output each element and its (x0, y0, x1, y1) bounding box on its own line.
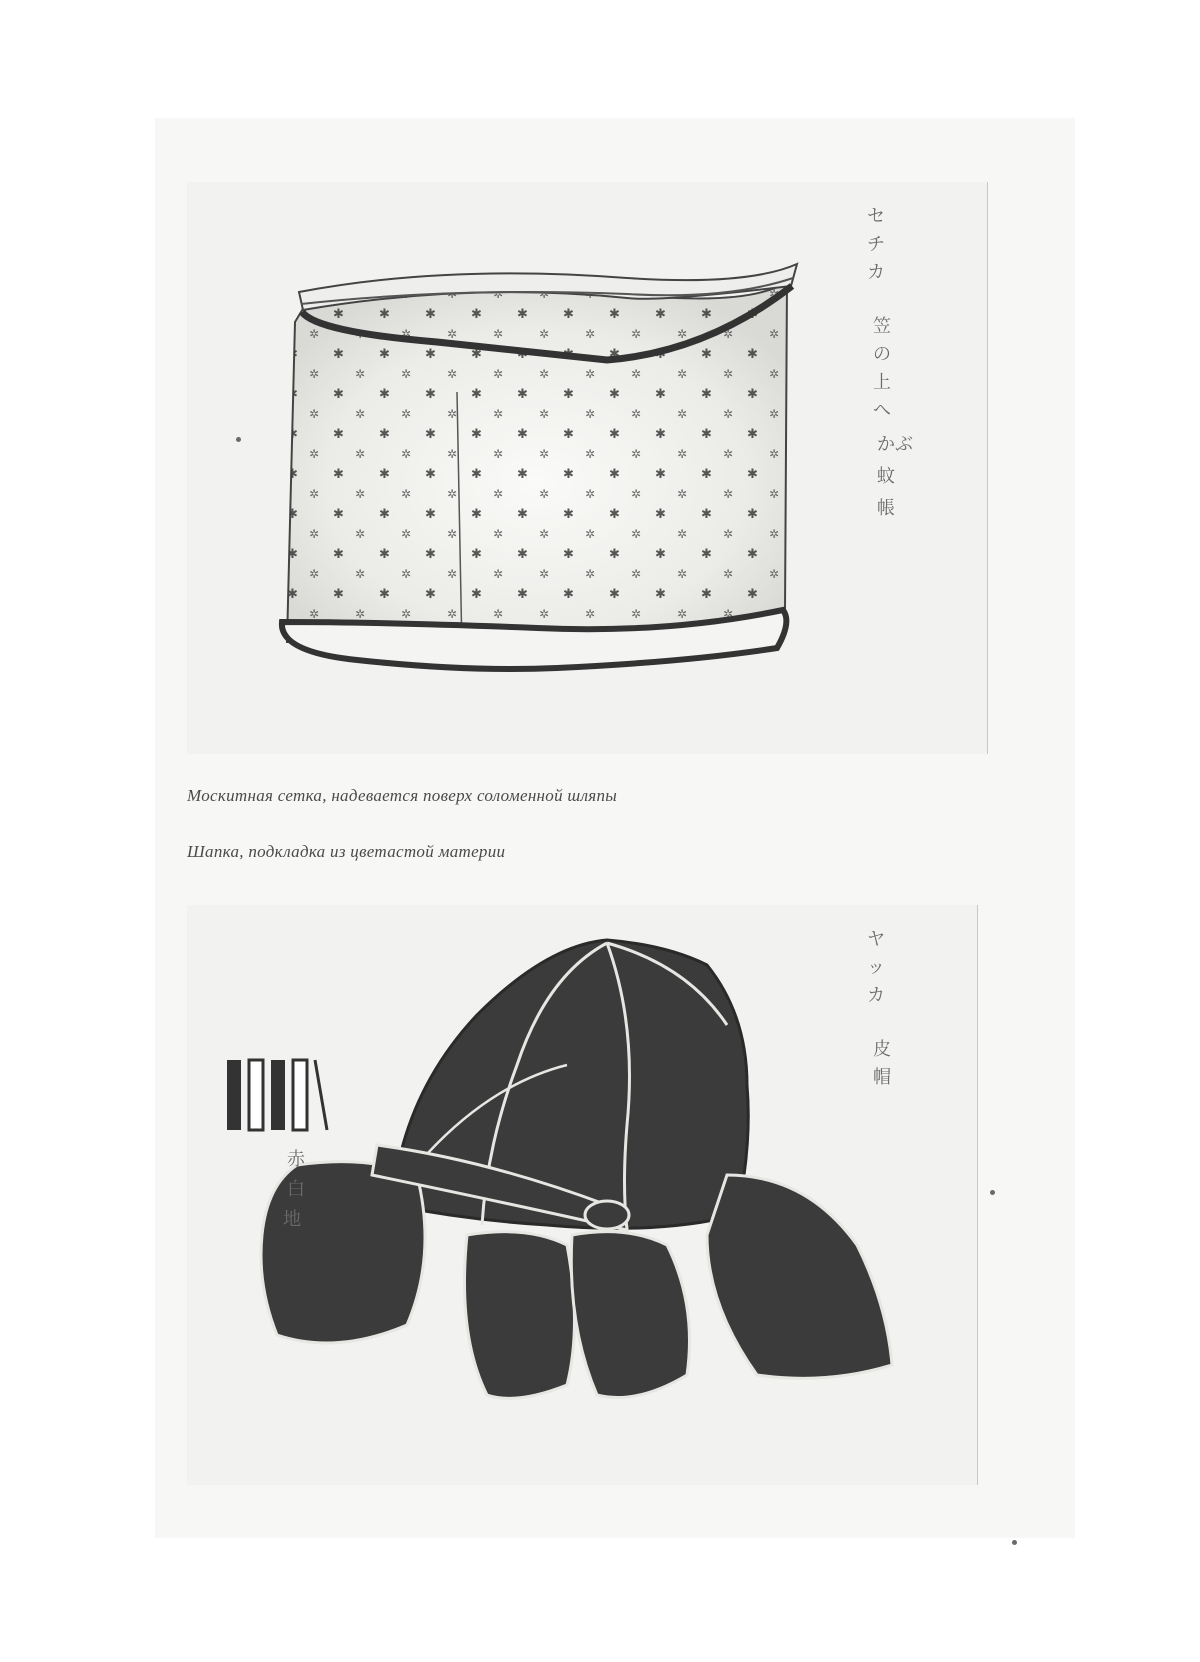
fabric-swatch (227, 1060, 327, 1130)
inscription-glyph: セ (867, 206, 885, 227)
svg-text:かぶ: かぶ (877, 434, 913, 455)
svg-text:帽: 帽 (873, 1067, 891, 1088)
svg-text:地: 地 (283, 1209, 301, 1230)
scan-speck (990, 1190, 995, 1195)
svg-text:蚊: 蚊 (877, 466, 895, 487)
svg-text:へ: へ (873, 400, 891, 421)
mosquito-net-drawing (187, 182, 987, 754)
svg-text:上: 上 (873, 372, 891, 393)
svg-text:ヤ: ヤ (867, 929, 885, 950)
cap-caption: Шапка, подкладка из цветастой материи (187, 842, 506, 861)
svg-text:カ: カ (867, 985, 885, 1006)
svg-text:チ: チ (867, 234, 885, 255)
svg-text:白: 白 (287, 1179, 305, 1200)
cap-plate (187, 905, 978, 1485)
svg-text:皮: 皮 (873, 1039, 891, 1060)
svg-text:赤: 赤 (287, 1149, 305, 1170)
scan-speck (236, 437, 241, 442)
mosquito-net-caption: Москитная сетка, надевается поверх соломенной шляпы (187, 786, 618, 805)
cap-drawing (187, 905, 977, 1485)
svg-text:ッ: ッ (867, 957, 885, 978)
svg-text:の: の (873, 344, 891, 365)
scan-speck (1012, 1540, 1017, 1545)
mosquito-net-plate (187, 182, 988, 754)
svg-text:笠: 笠 (873, 316, 891, 337)
svg-text:カ: カ (867, 262, 885, 283)
svg-text:帳: 帳 (877, 498, 895, 519)
